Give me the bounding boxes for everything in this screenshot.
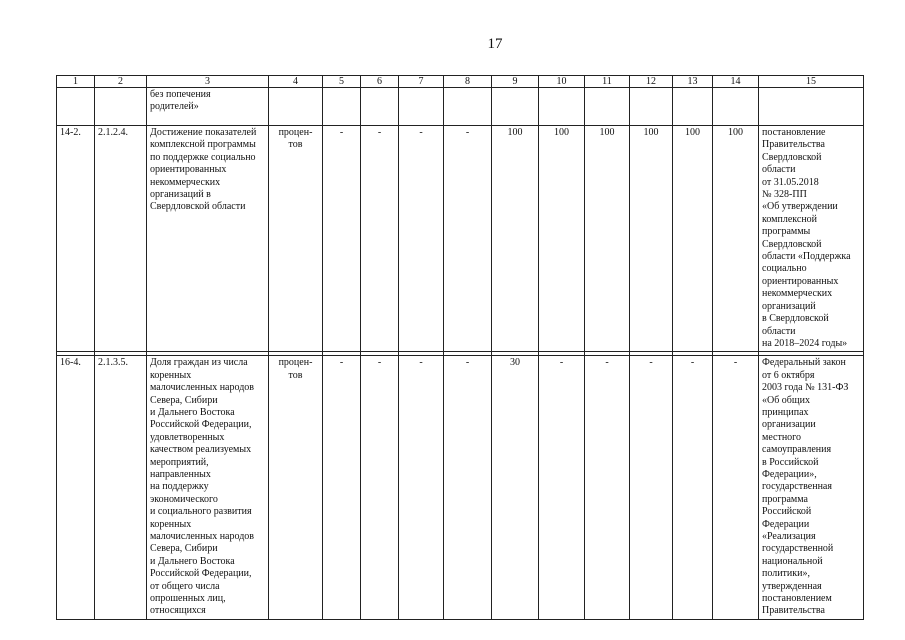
source-document bbox=[759, 88, 864, 126]
header-cell: 2 bbox=[95, 76, 147, 88]
value-cell bbox=[713, 88, 759, 126]
table-row bbox=[57, 356, 864, 620]
value-cell: 100 bbox=[713, 126, 759, 352]
item-code bbox=[95, 88, 147, 126]
value-cell: 100 bbox=[585, 126, 630, 352]
value-cell: 100 bbox=[630, 126, 673, 352]
header-cell: 1 bbox=[57, 76, 95, 88]
header-cell: 7 bbox=[399, 76, 444, 88]
value-cell: - bbox=[399, 356, 444, 620]
row-number: 16-4. bbox=[57, 356, 95, 620]
value-cell bbox=[673, 88, 713, 126]
header-cell: 6 bbox=[361, 76, 399, 88]
value-cell: 100 bbox=[673, 126, 713, 352]
indicator-name: Доля граждан из числа коренных малочисленных народов Севера, Сибири и Дальнего Востока Российской Федерации, удовлетворенных качеством реализуемых мероприятий, направленных на поддержку экономического и социального развития коренных малочисленных народов Севера, Сибири и Дальнего Востока Российской Федерации, от общего числа опрошенных лиц, относящихся bbox=[147, 356, 269, 620]
header-cell: 11 bbox=[585, 76, 630, 88]
value-cell: - bbox=[713, 356, 759, 620]
header-row bbox=[57, 76, 864, 88]
table-row bbox=[57, 88, 864, 126]
value-cell: 100 bbox=[539, 126, 585, 352]
item-code: 2.1.3.5. bbox=[95, 356, 147, 620]
value-cell: - bbox=[539, 356, 585, 620]
source-document: постановление Правительства Свердловской области от 31.05.2018 № 328-ПП «Об утверждении комплексной программы Свердловской области «Поддержка социально ориентированных некоммерческих организаций в Свердловской области на 2018–2024 годы» bbox=[759, 126, 864, 352]
row-number: 14-2. bbox=[57, 126, 95, 352]
value-cell bbox=[399, 88, 444, 126]
unit: процен- тов bbox=[269, 126, 323, 352]
header-cell: 4 bbox=[269, 76, 323, 88]
value-cell: - bbox=[444, 126, 492, 352]
value-cell bbox=[539, 88, 585, 126]
header-cell: 9 bbox=[492, 76, 539, 88]
value-cell: - bbox=[585, 356, 630, 620]
value-cell: - bbox=[630, 356, 673, 620]
value-cell: - bbox=[673, 356, 713, 620]
value-cell: 30 bbox=[492, 356, 539, 620]
value-cell bbox=[585, 88, 630, 126]
header-cell: 13 bbox=[673, 76, 713, 88]
row-number bbox=[57, 88, 95, 126]
value-cell bbox=[361, 88, 399, 126]
value-cell: - bbox=[361, 356, 399, 620]
value-cell: - bbox=[323, 356, 361, 620]
header-cell: 8 bbox=[444, 76, 492, 88]
unit bbox=[269, 88, 323, 126]
page-number: 17 bbox=[487, 36, 503, 52]
value-cell: - bbox=[399, 126, 444, 352]
value-cell: - bbox=[444, 356, 492, 620]
value-cell: - bbox=[323, 126, 361, 352]
value-cell bbox=[492, 88, 539, 126]
value-cell bbox=[630, 88, 673, 126]
table-row bbox=[57, 126, 864, 352]
indicator-name: без попечения родителей» bbox=[147, 88, 269, 126]
value-cell: - bbox=[361, 126, 399, 352]
value-cell bbox=[444, 88, 492, 126]
indicators-table bbox=[56, 75, 864, 620]
header-cell: 5 bbox=[323, 76, 361, 88]
header-cell: 15 bbox=[759, 76, 864, 88]
header-cell: 12 bbox=[630, 76, 673, 88]
header-cell: 10 bbox=[539, 76, 585, 88]
value-cell bbox=[323, 88, 361, 126]
header-cell: 14 bbox=[713, 76, 759, 88]
unit: процен- тов bbox=[269, 356, 323, 620]
value-cell: 100 bbox=[492, 126, 539, 352]
header-cell: 3 bbox=[147, 76, 269, 88]
item-code: 2.1.2.4. bbox=[95, 126, 147, 352]
source-document: Федеральный закон от 6 октября 2003 года № 131-ФЗ «Об общих принципах организации местного самоуправления в Российской Федерации», государственная программа Российской Федерации «Реализация государственной национальной политики», утвержденная постановлением Правительства bbox=[759, 356, 864, 620]
indicator-name: Достижение показателей комплексной программы по поддержке социально ориентированных некоммерческих организаций в Свердловской области bbox=[147, 126, 269, 352]
